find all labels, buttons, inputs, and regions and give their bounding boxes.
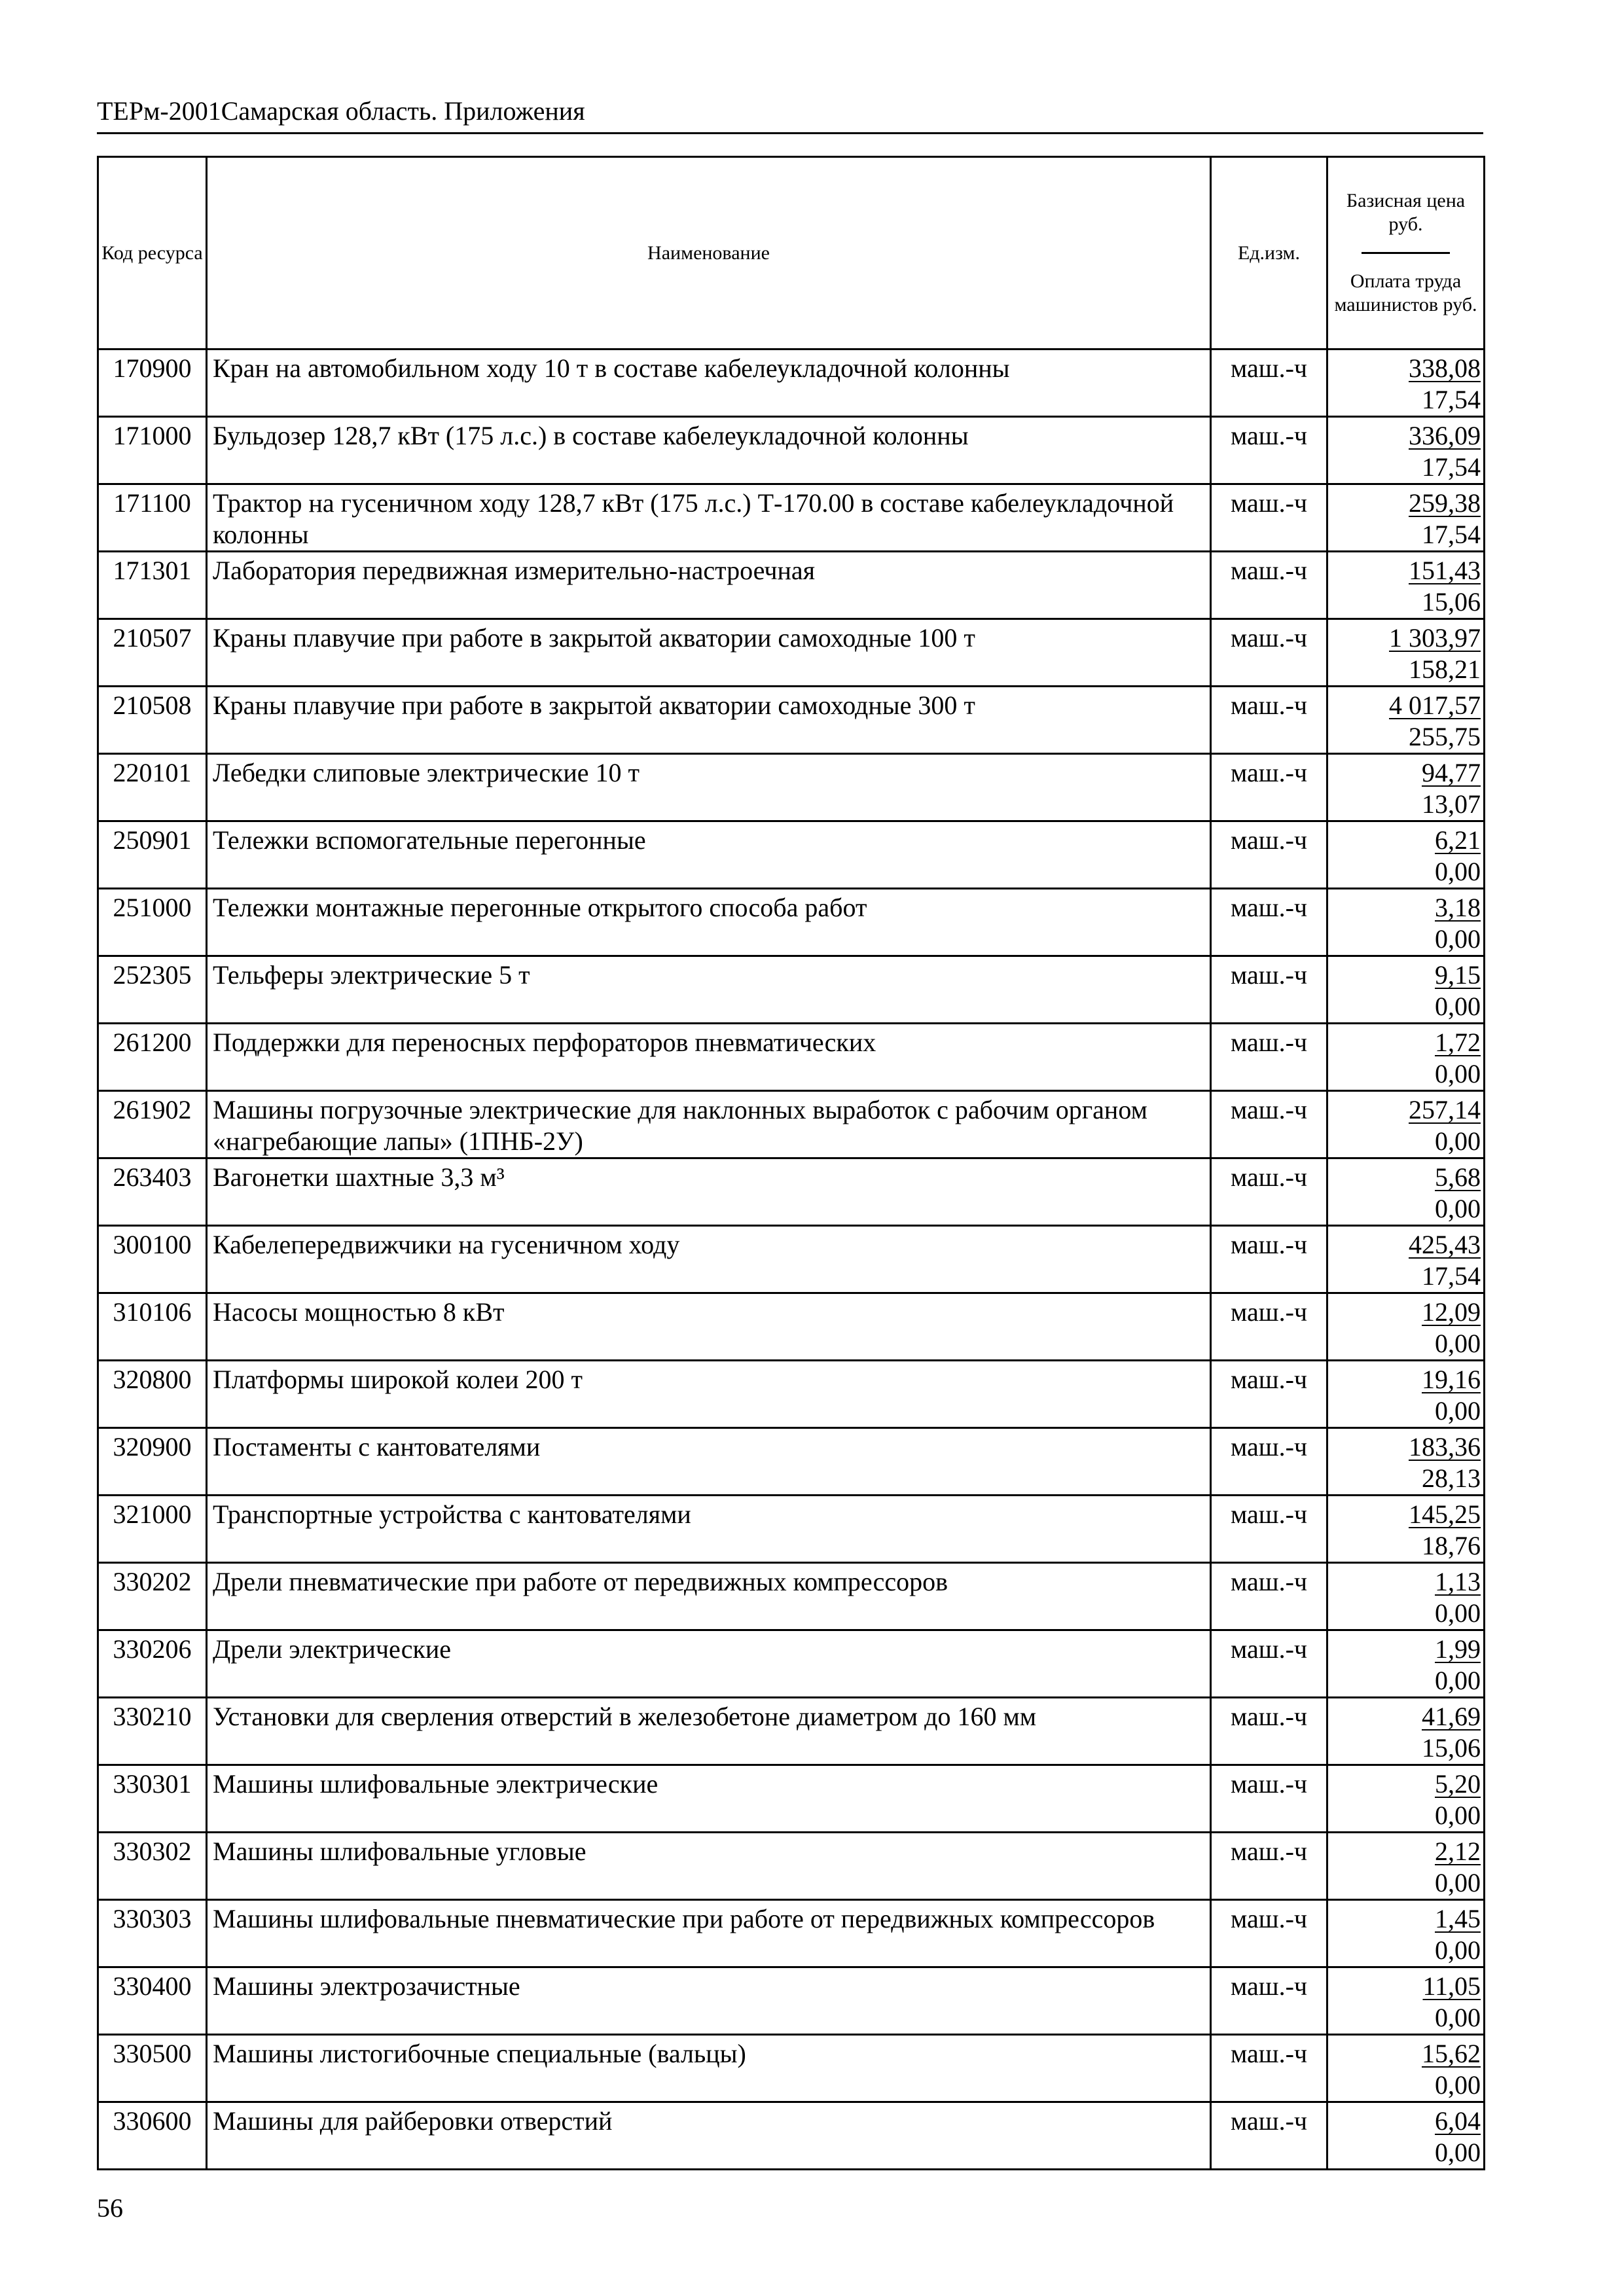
table-row — [98, 1496, 1485, 1563]
resource-name: Бульдозер 128,7 кВт (175 л.с.) в составе кабелеукладочной колонны — [207, 417, 1211, 484]
resource-unit: маш.-ч — [1211, 417, 1327, 484]
labor-cost: 0,00 — [1435, 1666, 1481, 1695]
resource-unit: маш.-ч — [1211, 484, 1327, 552]
resource-name: Транспортные устройства с кантователями — [207, 1496, 1211, 1563]
base-price: 336,09 — [1409, 421, 1481, 450]
table-row — [98, 552, 1485, 619]
labor-cost: 0,00 — [1435, 1868, 1481, 1897]
resource-unit: маш.-ч — [1211, 350, 1327, 417]
resource-code: 330301 — [98, 1765, 207, 1833]
resource-code: 330500 — [98, 2035, 207, 2102]
resource-name: Тельферы электрические 5 т — [207, 956, 1211, 1024]
resource-code: 171000 — [98, 417, 207, 484]
resource-code: 251000 — [98, 889, 207, 956]
labor-cost: 0,00 — [1435, 992, 1481, 1021]
labor-cost: 17,54 — [1422, 385, 1481, 414]
resource-price-cell — [1327, 2102, 1485, 2170]
resource-code: 210507 — [98, 619, 207, 687]
resource-code: 250901 — [98, 821, 207, 889]
base-price: 15,62 — [1422, 2039, 1481, 2068]
resource-unit: маш.-ч — [1211, 1293, 1327, 1361]
resource-price-cell — [1327, 1630, 1485, 1698]
resource-name: Машины шлифовальные электрические — [207, 1765, 1211, 1833]
resource-code: 310106 — [98, 1293, 207, 1361]
table-row — [98, 350, 1485, 417]
labor-cost: 0,00 — [1435, 2138, 1481, 2167]
resource-code: 261902 — [98, 1091, 207, 1158]
resource-table — [97, 156, 1485, 2170]
resource-unit: маш.-ч — [1211, 1091, 1327, 1158]
resource-name: Поддержки для переносных перфораторов пневматических — [207, 1024, 1211, 1091]
header-price-base: Базисная цена руб. — [1346, 190, 1466, 235]
labor-cost: 0,00 — [1435, 1194, 1481, 1223]
table-row — [98, 2035, 1485, 2102]
resource-price-cell — [1327, 350, 1485, 417]
table-row — [98, 1428, 1485, 1496]
resource-price-cell — [1327, 1496, 1485, 1563]
resource-price-cell — [1327, 1361, 1485, 1428]
base-price: 4 017,57 — [1389, 691, 1481, 720]
table-row — [98, 1765, 1485, 1833]
resource-price-cell — [1327, 956, 1485, 1024]
resource-code: 263403 — [98, 1158, 207, 1226]
table-row — [98, 417, 1485, 484]
resource-name: Насосы мощностью 8 кВт — [207, 1293, 1211, 1361]
resource-code: 330302 — [98, 1833, 207, 1900]
resource-unit: маш.-ч — [1211, 1428, 1327, 1496]
resource-code: 210508 — [98, 687, 207, 754]
labor-cost: 255,75 — [1409, 722, 1481, 751]
header-name: Наименование — [207, 157, 1211, 350]
resource-name: Машины листогибочные специальные (вальцы) — [207, 2035, 1211, 2102]
resource-name: Лаборатория передвижная измерительно-настроечная — [207, 552, 1211, 619]
base-price: 257,14 — [1409, 1095, 1481, 1124]
resource-name: Краны плавучие при работе в закрытой акватории самоходные 100 т — [207, 619, 1211, 687]
resource-code: 300100 — [98, 1226, 207, 1293]
resource-unit: маш.-ч — [1211, 1226, 1327, 1293]
resource-code: 330210 — [98, 1698, 207, 1765]
base-price: 259,38 — [1409, 488, 1481, 518]
resource-unit: маш.-ч — [1211, 889, 1327, 956]
base-price: 183,36 — [1409, 1432, 1481, 1462]
table-row — [98, 484, 1485, 552]
labor-cost: 0,00 — [1435, 1396, 1481, 1426]
resource-code: 220101 — [98, 754, 207, 821]
resource-price-cell — [1327, 1833, 1485, 1900]
header-price-labor: Оплата труда машинистов руб. — [1334, 270, 1477, 315]
document-title: ТЕРм-2001Самарская область. Приложения — [97, 96, 585, 126]
resource-unit: маш.-ч — [1211, 1698, 1327, 1765]
table-row — [98, 1091, 1485, 1158]
labor-cost: 13,07 — [1422, 789, 1481, 819]
resource-price-cell — [1327, 1293, 1485, 1361]
resource-name: Трактор на гусеничном ходу 128,7 кВт (175 л.с.) Т-170.00 в составе кабелеукладочной колонны — [207, 484, 1211, 552]
resource-unit: маш.-ч — [1211, 1833, 1327, 1900]
header-code: Код ресурса — [98, 157, 207, 350]
base-price: 3,18 — [1435, 893, 1481, 922]
labor-cost: 28,13 — [1422, 1463, 1481, 1493]
base-price: 12,09 — [1422, 1297, 1481, 1327]
table-row — [98, 1563, 1485, 1630]
resource-code: 252305 — [98, 956, 207, 1024]
labor-cost: 17,54 — [1422, 520, 1481, 549]
resource-name: Установки для сверления отверстий в железобетоне диаметром до 160 мм — [207, 1698, 1211, 1765]
labor-cost: 0,00 — [1435, 857, 1481, 886]
resource-unit: маш.-ч — [1211, 1900, 1327, 1967]
resource-price-cell — [1327, 1563, 1485, 1630]
labor-cost: 15,06 — [1422, 587, 1481, 617]
labor-cost: 0,00 — [1435, 1126, 1481, 1156]
resource-code: 320800 — [98, 1361, 207, 1428]
table-row — [98, 1024, 1485, 1091]
resource-unit: маш.-ч — [1211, 619, 1327, 687]
table-body — [98, 350, 1485, 2170]
resource-price-cell — [1327, 1226, 1485, 1293]
base-price: 9,15 — [1435, 960, 1481, 990]
resource-price-cell — [1327, 889, 1485, 956]
table-row — [98, 1967, 1485, 2035]
resource-unit: маш.-ч — [1211, 2035, 1327, 2102]
resource-name: Тележки монтажные перегонные открытого способа работ — [207, 889, 1211, 956]
table-row — [98, 754, 1485, 821]
resource-name: Платформы широкой колеи 200 т — [207, 1361, 1211, 1428]
resource-price-cell — [1327, 484, 1485, 552]
page-number: 56 — [97, 2193, 123, 2223]
resource-unit: маш.-ч — [1211, 754, 1327, 821]
resource-name: Дрели электрические — [207, 1630, 1211, 1698]
table-row — [98, 1293, 1485, 1361]
resource-code: 320900 — [98, 1428, 207, 1496]
resource-unit: маш.-ч — [1211, 821, 1327, 889]
resource-name: Машины погрузочные электрические для наклонных выработок с рабочим органом «нагребающие лапы» (1ПНБ-2У) — [207, 1091, 1211, 1158]
resource-price-cell — [1327, 417, 1485, 484]
labor-cost: 0,00 — [1435, 2003, 1481, 2032]
base-price: 1 303,97 — [1389, 623, 1481, 653]
resource-code: 261200 — [98, 1024, 207, 1091]
table-row — [98, 1630, 1485, 1698]
resource-name: Тележки вспомогательные перегонные — [207, 821, 1211, 889]
resource-code: 330206 — [98, 1630, 207, 1698]
base-price: 1,13 — [1435, 1567, 1481, 1596]
resource-code: 171301 — [98, 552, 207, 619]
table-row — [98, 821, 1485, 889]
labor-cost: 0,00 — [1435, 924, 1481, 954]
base-price: 41,69 — [1422, 1702, 1481, 1731]
resource-unit: маш.-ч — [1211, 956, 1327, 1024]
labor-cost: 15,06 — [1422, 1733, 1481, 1763]
labor-cost: 0,00 — [1435, 1801, 1481, 1830]
labor-cost: 17,54 — [1422, 452, 1481, 482]
resource-name: Лебедки слиповые электрические 10 т — [207, 754, 1211, 821]
resource-code: 321000 — [98, 1496, 207, 1563]
labor-cost: 0,00 — [1435, 1598, 1481, 1628]
table-row — [98, 1226, 1485, 1293]
resource-name: Вагонетки шахтные 3,3 м³ — [207, 1158, 1211, 1226]
resource-unit: маш.-ч — [1211, 1024, 1327, 1091]
table-row — [98, 1158, 1485, 1226]
header-unit: Ед.изм. — [1211, 157, 1327, 350]
labor-cost: 18,76 — [1422, 1531, 1481, 1560]
resource-code: 170900 — [98, 350, 207, 417]
resource-unit: маш.-ч — [1211, 1967, 1327, 2035]
base-price: 19,16 — [1422, 1365, 1481, 1394]
base-price: 5,68 — [1435, 1162, 1481, 1192]
base-price: 2,12 — [1435, 1837, 1481, 1866]
page-header — [97, 92, 1483, 134]
labor-cost: 17,54 — [1422, 1261, 1481, 1291]
header-price — [1327, 157, 1485, 350]
resource-name: Машины шлифовальные пневматические при работе от передвижных компрессоров — [207, 1900, 1211, 1967]
resource-name: Кран на автомобильном ходу 10 т в составе кабелеукладочной колонны — [207, 350, 1211, 417]
resource-unit: маш.-ч — [1211, 2102, 1327, 2170]
resource-price-cell — [1327, 1428, 1485, 1496]
header-price-divider — [1362, 252, 1450, 254]
resource-price-cell — [1327, 1900, 1485, 1967]
resource-unit: маш.-ч — [1211, 1765, 1327, 1833]
resource-unit: маш.-ч — [1211, 1361, 1327, 1428]
base-price: 6,04 — [1435, 2106, 1481, 2136]
resource-name: Кабелепередвижчики на гусеничном ходу — [207, 1226, 1211, 1293]
resource-price-cell — [1327, 687, 1485, 754]
resource-unit: маш.-ч — [1211, 552, 1327, 619]
table-row — [98, 1833, 1485, 1900]
resource-price-cell — [1327, 1158, 1485, 1226]
table-row — [98, 619, 1485, 687]
table-row — [98, 889, 1485, 956]
resource-unit: маш.-ч — [1211, 1630, 1327, 1698]
resource-price-cell — [1327, 1967, 1485, 2035]
table-row — [98, 1900, 1485, 1967]
table-row — [98, 2102, 1485, 2170]
base-price: 425,43 — [1409, 1230, 1481, 1259]
resource-unit: маш.-ч — [1211, 1563, 1327, 1630]
table-header-row — [98, 157, 1485, 350]
resource-price-cell — [1327, 754, 1485, 821]
resource-unit: маш.-ч — [1211, 1158, 1327, 1226]
resource-code: 330400 — [98, 1967, 207, 2035]
resource-price-cell — [1327, 1765, 1485, 1833]
resource-price-cell — [1327, 552, 1485, 619]
table-row — [98, 687, 1485, 754]
base-price: 1,99 — [1435, 1634, 1481, 1664]
resource-price-cell — [1327, 1024, 1485, 1091]
table-row — [98, 1698, 1485, 1765]
base-price: 145,25 — [1409, 1499, 1481, 1529]
labor-cost: 158,21 — [1409, 655, 1481, 684]
resource-price-cell — [1327, 1091, 1485, 1158]
resource-code: 330303 — [98, 1900, 207, 1967]
labor-cost: 0,00 — [1435, 2070, 1481, 2100]
resource-unit: маш.-ч — [1211, 1496, 1327, 1563]
resource-price-cell — [1327, 2035, 1485, 2102]
labor-cost: 0,00 — [1435, 1935, 1481, 1965]
base-price: 94,77 — [1422, 758, 1481, 787]
resource-price-cell — [1327, 1698, 1485, 1765]
resource-name: Машины для райберовки отверстий — [207, 2102, 1211, 2170]
resource-code: 330600 — [98, 2102, 207, 2170]
resource-name: Машины шлифовальные угловые — [207, 1833, 1211, 1900]
base-price: 6,21 — [1435, 825, 1481, 855]
resource-name: Постаменты с кантователями — [207, 1428, 1211, 1496]
resource-price-cell — [1327, 619, 1485, 687]
table-row — [98, 1361, 1485, 1428]
base-price: 1,72 — [1435, 1028, 1481, 1057]
resource-price-cell — [1327, 821, 1485, 889]
table-row — [98, 956, 1485, 1024]
labor-cost: 0,00 — [1435, 1329, 1481, 1358]
base-price: 151,43 — [1409, 556, 1481, 585]
base-price: 5,20 — [1435, 1769, 1481, 1799]
resource-unit: маш.-ч — [1211, 687, 1327, 754]
resource-name: Машины электрозачистные — [207, 1967, 1211, 2035]
resource-code: 171100 — [98, 484, 207, 552]
labor-cost: 0,00 — [1435, 1059, 1481, 1088]
base-price: 11,05 — [1422, 1971, 1481, 2001]
resource-code: 330202 — [98, 1563, 207, 1630]
base-price: 1,45 — [1435, 1904, 1481, 1933]
resource-name: Дрели пневматические при работе от передвижных компрессоров — [207, 1563, 1211, 1630]
resource-name: Краны плавучие при работе в закрытой акватории самоходные 300 т — [207, 687, 1211, 754]
base-price: 338,08 — [1409, 353, 1481, 383]
